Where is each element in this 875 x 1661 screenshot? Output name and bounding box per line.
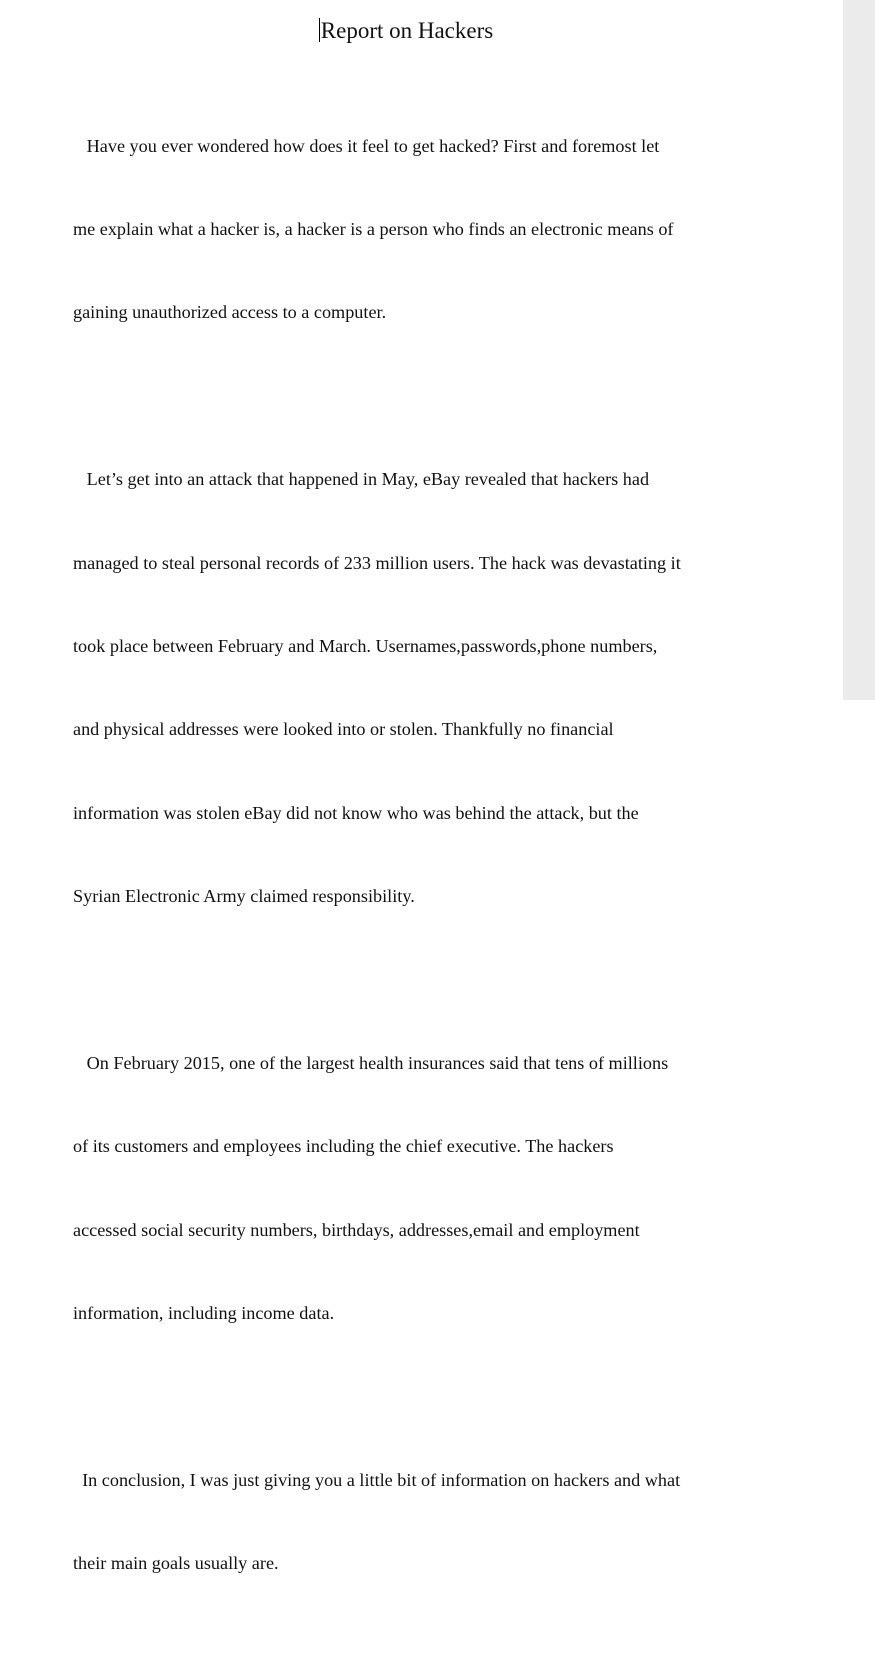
text-line: managed to steal personal records of 233 million users. The hack was devastating it (73, 552, 681, 573)
paragraph[interactable] (73, 77, 753, 383)
text-line: Syrian Electronic Army claimed responsibility. (73, 886, 415, 907)
text-line: information was stolen eBay did not know who was behind the attack, but the (73, 802, 639, 823)
text-line: and physical addresses were looked into or stolen. Thankfully no financial (73, 719, 614, 740)
text-cursor (319, 18, 320, 42)
document-body[interactable] (73, 77, 753, 1661)
paragraph[interactable] (73, 1411, 753, 1633)
text-line: their main goals usually are. (73, 1553, 279, 1574)
text-line: me explain what a hacker is, a hacker is a person who finds an electronic means of (73, 218, 674, 239)
document-title[interactable] (0, 15, 812, 47)
text-line: took place between February and March. Usernames,passwords,phone numbers, (73, 635, 658, 656)
text-line: Have you ever wondered how does it feel to get hacked? First and foremost let (73, 135, 660, 156)
text-line: Let’s get into an attack that happened in May, eBay revealed that hackers had (73, 469, 650, 490)
text-line: gaining unauthorized access to a computer. (73, 302, 387, 323)
paragraph[interactable] (73, 994, 753, 1383)
editor-side-gutter (843, 0, 875, 700)
document-title-text[interactable]: Report on Hackers (320, 18, 494, 43)
paragraph[interactable] (73, 411, 753, 967)
text-line: On February 2015, one of the largest health insurances said that tens of millions (73, 1052, 669, 1073)
text-line: In conclusion, I was just giving you a little bit of information on hackers and what (73, 1469, 681, 1490)
text-line: accessed social security numbers, birthdays, addresses,email and employment (73, 1219, 640, 1240)
text-line: of its customers and employees including the chief executive. The hackers (73, 1136, 614, 1157)
text-line: information, including income data. (73, 1303, 335, 1324)
